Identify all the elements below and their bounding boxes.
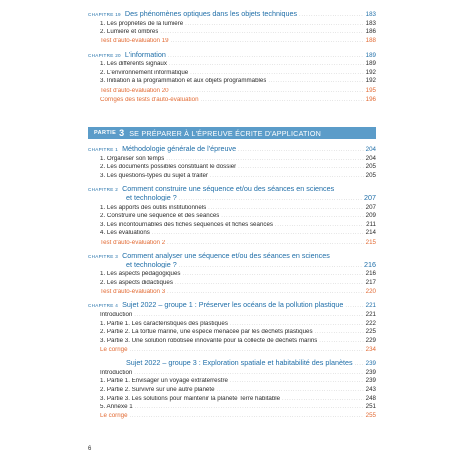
chapter-heading-text xyxy=(88,51,166,59)
leader-dots xyxy=(221,214,363,219)
page-ref: 195 xyxy=(365,86,376,94)
page-ref: 221 xyxy=(365,310,376,318)
chapter-heading xyxy=(88,145,376,153)
entry-text: et technologie ? xyxy=(126,260,177,269)
page-ref: 239 xyxy=(365,377,376,385)
toc-item xyxy=(88,378,376,384)
page-ref: 183 xyxy=(365,11,376,18)
test-entry xyxy=(88,289,376,295)
chapter-heading-text xyxy=(88,10,297,18)
toc-item xyxy=(88,280,376,286)
leader-dots xyxy=(179,197,362,202)
chapter-heading xyxy=(88,10,376,18)
leader-dots xyxy=(179,264,362,269)
toc-top-section xyxy=(88,4,376,103)
leader-dots xyxy=(268,79,363,84)
toc-item xyxy=(88,321,376,327)
entry-text: 1. Partie 1. Envisager un voyage extraterrestre xyxy=(100,378,228,385)
entry-text: 1. Les apports des outils institutionnels xyxy=(100,204,207,211)
leader-dots xyxy=(185,22,363,27)
page-ref: 192 xyxy=(365,77,376,85)
entry-text: Test d'auto-évaluation 3 xyxy=(100,289,166,296)
page-ref: 207 xyxy=(364,193,376,203)
leader-dots xyxy=(345,304,363,309)
entry-text: 3. Initiation à la programmation et aux objets programmables xyxy=(100,78,267,85)
toc-item xyxy=(88,370,376,376)
chapter-label: CHAPITRE 4 xyxy=(88,303,119,309)
entry-text: 2. Partie 2. Survivre sur une autre planète xyxy=(100,386,215,393)
toc-item xyxy=(88,404,376,410)
leader-dots xyxy=(130,414,364,419)
toc-item xyxy=(88,173,376,179)
chapter-heading xyxy=(88,359,376,367)
chapter-label: CHAPITRE 2 xyxy=(88,186,119,192)
entry-text: 2. Construire une séquence et des séances xyxy=(100,213,220,220)
page-ref: 243 xyxy=(365,385,376,393)
test-entry xyxy=(88,347,376,353)
toc-item xyxy=(88,205,376,211)
page-ref: 196 xyxy=(365,95,376,103)
page-ref: 192 xyxy=(365,68,376,76)
toc-item xyxy=(88,164,376,170)
leader-dots xyxy=(275,223,364,228)
entry-text: et technologie ? xyxy=(126,194,177,202)
chapter-heading xyxy=(88,301,376,309)
page-ref: 205 xyxy=(365,171,376,179)
page-ref: 216 xyxy=(365,270,376,278)
entry-text: Test d'auto-évaluation 20 xyxy=(100,87,169,94)
part-title: SE PRÉPARER À L'ÉPREUVE ÉCRITE D'APPLICATION xyxy=(129,128,321,138)
leader-dots xyxy=(167,241,364,246)
page-ref: 183 xyxy=(365,19,376,27)
page-ref: 204 xyxy=(365,146,376,153)
chapter-heading xyxy=(88,185,376,193)
entry-text: 2. Lumière et ombres xyxy=(100,29,159,36)
chapter-title: Sujet 2022 – groupe 1 : Préserver les océans de la pollution plastique xyxy=(122,301,344,310)
page-ref: 209 xyxy=(365,212,376,220)
entry-text: Corrigés des tests d'auto-évaluation xyxy=(100,96,199,103)
entry-text: Introduction xyxy=(100,311,133,318)
chapter-title: Comment construire une séquence et/ou des séances en sciences xyxy=(122,184,335,193)
page-ref: 188 xyxy=(365,37,376,45)
part-number: 3 xyxy=(119,128,125,138)
page-ref: 204 xyxy=(365,154,376,162)
entry-text: Le corrigé xyxy=(100,413,128,420)
page-ref: 217 xyxy=(365,278,376,286)
leader-dots xyxy=(315,330,364,335)
toc-item xyxy=(88,70,376,76)
chapter-title: Des phénomènes optiques dans les objets techniques xyxy=(124,10,298,18)
chapter-heading xyxy=(88,51,376,59)
part-label: PARTIE xyxy=(94,130,117,136)
page-ref: 225 xyxy=(365,328,376,336)
entry-text: 3. Les incontournables des fiches séquences et fiches séances xyxy=(100,221,274,228)
chapter-title: Sujet 2022 – groupe 3 : Exploration spatiale et habitabilité des planètes xyxy=(126,359,353,368)
entry-text: Introduction xyxy=(100,369,133,376)
page-ref: 189 xyxy=(365,60,376,68)
chapter-title: Méthodologie générale de l'épreuve xyxy=(122,145,237,153)
leader-dots xyxy=(183,272,364,277)
leader-dots xyxy=(171,89,364,94)
leader-dots xyxy=(299,13,364,18)
entry-text: Le corrigé xyxy=(100,346,128,353)
leader-dots xyxy=(230,322,364,327)
leader-dots xyxy=(355,362,364,367)
leader-dots xyxy=(171,39,364,44)
toc-item xyxy=(88,312,376,318)
leader-dots xyxy=(160,30,363,35)
leader-dots xyxy=(167,290,364,295)
chapter-heading-text xyxy=(88,145,236,153)
page-ref: 205 xyxy=(365,163,376,171)
entry-text: 3. Partie 3. Une solution robotisée innovante pour la collecte de déchets marins xyxy=(100,337,318,344)
entry-text: 4. Les évaluations xyxy=(100,230,150,237)
entry-text: 1. Les propriétés de la lumière xyxy=(100,20,184,27)
page-ref: 216 xyxy=(364,259,376,269)
part-3-banner xyxy=(88,127,376,139)
leader-dots xyxy=(230,379,364,384)
page-ref: 251 xyxy=(365,403,376,411)
toc-item xyxy=(88,387,376,393)
page-ref: 220 xyxy=(365,288,376,296)
entry-text: 3. Partie 3. Les solutions pour maintenir la planète Terre habitable xyxy=(100,395,281,402)
leader-dots xyxy=(152,231,364,236)
page-ref: 222 xyxy=(365,319,376,327)
page-number: 6 xyxy=(88,446,92,452)
toc-item xyxy=(88,29,376,35)
page-ref: 211 xyxy=(366,220,376,228)
leader-dots xyxy=(168,54,364,59)
toc-item xyxy=(88,213,376,219)
chapter-heading-text xyxy=(88,359,353,367)
leader-dots xyxy=(134,313,363,318)
entry-text: 2. Les aspects didactiques xyxy=(100,279,173,286)
page-ref: 221 xyxy=(365,302,376,310)
leader-dots xyxy=(134,371,363,376)
leader-dots xyxy=(238,165,363,170)
toc-bottom-section xyxy=(88,139,376,420)
entry-text: Test d'auto-évaluation 2 xyxy=(100,239,166,246)
toc-item xyxy=(88,222,376,228)
page-ref: 207 xyxy=(365,203,376,211)
toc-item xyxy=(88,396,376,402)
toc-item xyxy=(88,271,376,277)
leader-dots xyxy=(135,405,364,410)
page-ref: 189 xyxy=(365,51,376,59)
page-ref: 186 xyxy=(365,28,376,36)
leader-dots xyxy=(169,62,364,67)
test-entry xyxy=(88,88,376,94)
leader-dots xyxy=(190,71,363,76)
test-entry xyxy=(88,97,376,103)
leader-dots xyxy=(166,157,363,162)
entry-text: 1. Organiser son temps xyxy=(100,155,165,162)
chapter-label: CHAPITRE 20 xyxy=(88,52,121,58)
toc-item xyxy=(88,230,376,236)
chapter-label: CHAPITRE 1 xyxy=(88,147,119,152)
entry-text: 2. L'environnement informatique xyxy=(100,69,189,76)
entry-text: Test d'auto-évaluation 19 xyxy=(100,38,169,45)
leader-dots xyxy=(130,348,364,353)
test-entry xyxy=(88,413,376,419)
chapter-label: CHAPITRE 3 xyxy=(88,253,119,259)
toc-item xyxy=(88,338,376,344)
toc-item xyxy=(88,329,376,335)
toc-item xyxy=(88,78,376,84)
leader-dots xyxy=(238,148,364,153)
toc-item xyxy=(88,21,376,27)
toc-item xyxy=(88,61,376,67)
entry-text: 2. Les documents possibles constituant le dossier xyxy=(100,164,237,171)
entry-text: 5. Annexe 1 xyxy=(100,404,133,411)
leader-dots xyxy=(201,98,364,103)
leader-dots xyxy=(217,388,364,393)
entry-text: 1. Les différents signaux xyxy=(100,61,167,68)
entry-text: 3. Les questions-types du sujet à traiter xyxy=(100,172,208,179)
leader-dots xyxy=(208,206,363,211)
chapter-title-continuation xyxy=(88,194,376,202)
test-entry xyxy=(88,38,376,44)
page-ref: 234 xyxy=(365,345,376,353)
chapter-heading xyxy=(88,252,376,260)
leader-dots xyxy=(175,281,364,286)
entry-text: 2. Partie 2. La tortue marine, une espèce menacée par les déchets plastiques xyxy=(100,329,313,336)
entry-text: 1. Les aspects pédagogiques xyxy=(100,271,181,278)
leader-dots xyxy=(319,339,363,344)
chapter-heading-text xyxy=(88,185,334,193)
page-ref: 215 xyxy=(365,238,376,246)
test-entry xyxy=(88,240,376,246)
chapter-heading-text xyxy=(88,252,330,260)
page-ref: 255 xyxy=(365,412,376,420)
page-ref: 229 xyxy=(365,336,376,344)
leader-dots xyxy=(210,174,364,179)
entry-text: 1. Partie 1. Les caractéristiques des plastiques xyxy=(100,320,228,327)
page-ref: 239 xyxy=(365,368,376,376)
leader-dots xyxy=(282,397,364,402)
page-ref: 214 xyxy=(365,229,376,237)
page-ref: 248 xyxy=(365,394,376,402)
chapter-title-continuation xyxy=(88,261,376,269)
toc-item xyxy=(88,156,376,162)
chapter-title: Comment analyser une séquence et/ou des séances en sciences xyxy=(122,251,330,260)
chapter-title: L'information xyxy=(124,50,166,59)
chapter-heading-text xyxy=(88,301,343,309)
chapter-label: CHAPITRE 19 xyxy=(88,12,121,17)
page-ref: 239 xyxy=(365,360,376,368)
